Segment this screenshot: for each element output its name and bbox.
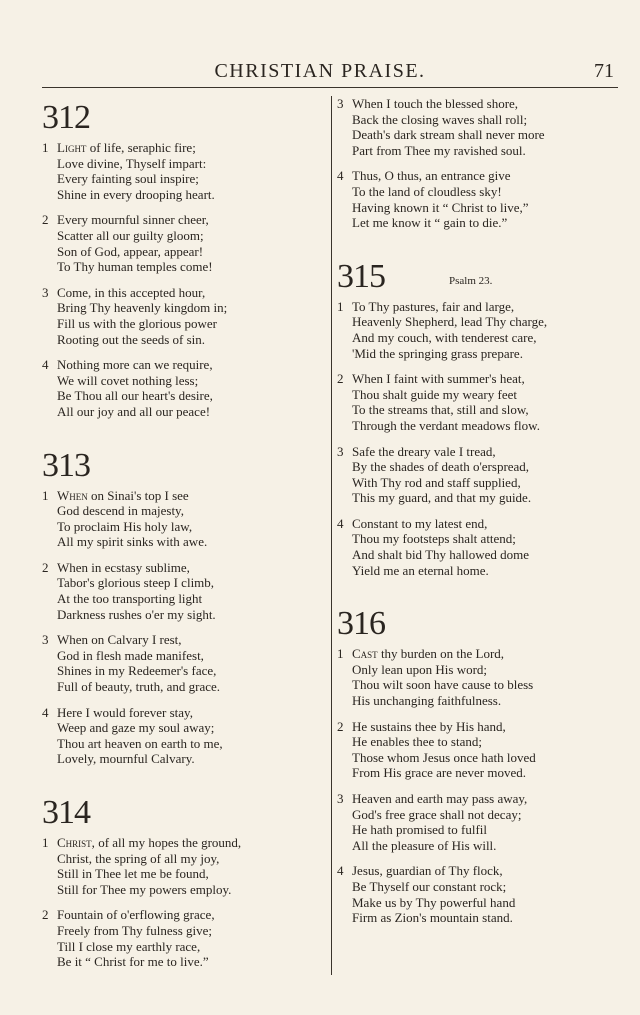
verse-line: And my couch, with tenderest care, xyxy=(352,329,537,345)
line-text: Thus, O thus, an entrance give xyxy=(352,168,511,184)
stanza xyxy=(42,140,322,202)
verse-line xyxy=(42,907,322,923)
verse-line: Every fainting soul inspire; xyxy=(57,171,199,187)
verse-line: Still in Thee let me be found, xyxy=(57,866,209,882)
stanza xyxy=(42,212,322,274)
line-text: of all my hopes the ground, xyxy=(98,835,242,850)
stanza xyxy=(337,96,622,158)
hymn-header xyxy=(42,444,322,488)
verse-line: All our joy and all our peace! xyxy=(57,403,211,419)
line-text: When I faint with summer's heat, xyxy=(352,371,525,387)
hymn-number: 316 xyxy=(337,605,385,643)
verse-line: All my spirit sinks with awe. xyxy=(57,534,208,550)
verse-line: Through the verdant meadows flow. xyxy=(352,417,540,433)
verse-line: God in flesh made manifest, xyxy=(57,647,204,663)
verse-line: Make us by Thy powerful hand xyxy=(352,894,516,910)
stanza-number: 4 xyxy=(42,357,49,373)
stanza-number: 1 xyxy=(42,140,49,155)
stanza-number: 2 xyxy=(337,371,344,387)
verse-line: Christ, the spring of all my joy, xyxy=(57,850,220,866)
verse-line xyxy=(337,719,622,735)
stanza xyxy=(42,835,322,897)
stanza-number: 2 xyxy=(337,718,344,734)
line-text: When on Calvary I rest, xyxy=(57,632,182,648)
hymn-number: 312 xyxy=(42,99,90,136)
verse-line xyxy=(337,168,622,184)
line-text: of life, seraphic fire; xyxy=(89,140,196,155)
line-text: Come, in this accepted hour, xyxy=(57,284,206,300)
verse-line: His unchanging faithfulness. xyxy=(352,693,502,709)
stanza xyxy=(337,444,622,506)
line-text: Heaven and earth may pass away, xyxy=(352,791,528,806)
verse-line xyxy=(42,835,322,851)
hymn-number: 313 xyxy=(42,446,90,484)
stanza-number: 2 xyxy=(42,212,49,228)
verse-line: Part from Thee my ravished soul. xyxy=(352,142,526,158)
verse-line: Till I close my earthly race, xyxy=(57,938,201,954)
verse-line: To Thy human temples come! xyxy=(57,259,213,275)
verse-line: Tabor's glorious steep I climb, xyxy=(57,575,215,591)
stanza xyxy=(337,863,622,925)
verse-line xyxy=(337,299,622,315)
line-text: When in ecstasy sublime, xyxy=(57,559,190,575)
verse-line xyxy=(42,632,322,648)
stanza xyxy=(42,907,322,969)
verse-line: God descend in majesty, xyxy=(57,503,184,519)
page-number: 71 xyxy=(594,60,614,82)
hymn-subtitle: Psalm 23. xyxy=(449,274,493,287)
hymn-header xyxy=(42,791,322,835)
verse-line: Back the closing waves shall roll; xyxy=(352,111,528,127)
verse-line xyxy=(42,140,322,156)
verse-line xyxy=(42,285,322,301)
hymn-number: 314 xyxy=(42,794,90,831)
verse-line: Shines in my Redeemer's face, xyxy=(57,663,217,679)
first-word: Light xyxy=(57,140,87,155)
right-column xyxy=(337,96,622,936)
line-text: Constant to my latest end, xyxy=(352,515,488,531)
verse-line: Only lean upon His word; xyxy=(352,661,488,677)
verse-line: God's free grace shall not decay; xyxy=(352,806,522,822)
stanza-number: 4 xyxy=(337,168,344,184)
stanza xyxy=(337,299,622,361)
line-text: Here I would forever stay, xyxy=(57,704,193,720)
verse-line: From His grace are never moved. xyxy=(352,765,526,781)
verse-line: Be Thyself our constant rock; xyxy=(352,878,507,894)
verse-line: Love divine, Thyself impart: xyxy=(57,155,207,171)
stanza-number: 3 xyxy=(337,791,344,806)
page-header xyxy=(0,58,640,88)
verse-line: Still for Thee my powers employ. xyxy=(57,881,232,897)
hymn-gap xyxy=(337,588,622,602)
stanza xyxy=(337,791,622,853)
stanza-number: 1 xyxy=(337,298,344,314)
hymn-gap xyxy=(42,777,322,791)
stanza xyxy=(337,516,622,578)
verse-line: Full of beauty, truth, and grace. xyxy=(57,679,221,695)
line-text: When I touch the blessed shore, xyxy=(352,96,519,111)
stanza-number: 1 xyxy=(337,646,344,662)
line-text: Safe the dreary vale I tread, xyxy=(352,443,496,459)
verse-line: Be it “ Christ for me to live.” xyxy=(57,954,209,970)
verse-line: By the shades of death o'erspread, xyxy=(352,459,530,475)
hymn-header xyxy=(337,602,622,646)
verse-line xyxy=(337,863,622,879)
hymn-number: 315 xyxy=(337,257,385,295)
stanza xyxy=(337,371,622,433)
verse-line xyxy=(337,516,622,532)
stanza xyxy=(42,560,322,622)
verse-line xyxy=(42,212,322,228)
line-text: Fountain of o'erflowing grace, xyxy=(57,907,215,923)
verse-line: Thou art heaven on earth to me, xyxy=(57,735,223,751)
verse-line xyxy=(337,791,622,807)
verse-line: Bring Thy heavenly kingdom in; xyxy=(57,300,228,316)
verse-line: Firm as Zion's mountain stand. xyxy=(352,910,513,926)
verse-line: Rooting out the seeds of sin. xyxy=(57,331,206,347)
header-rule xyxy=(42,87,618,88)
line-text: on Sinai's top I see xyxy=(91,487,189,503)
verse-line xyxy=(337,96,622,112)
stanza xyxy=(42,357,322,419)
verse-line: Thou shalt guide my weary feet xyxy=(352,386,517,402)
stanza-number: 3 xyxy=(337,96,344,111)
line-text: Jesus, guardian of Thy flock, xyxy=(352,863,503,879)
stanza-number: 4 xyxy=(337,515,344,531)
verse-line: With Thy rod and staff supplied, xyxy=(352,474,521,490)
verse-line xyxy=(42,705,322,721)
stanza-number: 1 xyxy=(42,835,49,850)
verse-line: He hath promised to fulfil xyxy=(352,822,488,838)
line-text: Nothing more can we require, xyxy=(57,357,213,373)
verse-line: To proclaim His holy law, xyxy=(57,518,193,534)
verse-line xyxy=(42,488,322,504)
stanza xyxy=(337,168,622,230)
verse-line xyxy=(42,560,322,576)
verse-line: To the land of cloudless sky! xyxy=(352,183,502,199)
running-title: CHRISTIAN PRAISE. xyxy=(214,60,426,82)
hymn-gap xyxy=(42,430,322,444)
verse-line xyxy=(42,357,322,373)
verse-line: Shine in every drooping heart. xyxy=(57,186,215,202)
verse-line: Having known it “ Christ to live,” xyxy=(352,199,529,215)
stanza xyxy=(337,646,622,708)
first-word: Christ, xyxy=(57,835,95,850)
verse-line: Be Thou all our heart's desire, xyxy=(57,388,213,404)
verse-line xyxy=(337,371,622,387)
verse-line xyxy=(337,444,622,460)
verse-line: And shalt bid Thy hallowed dome xyxy=(352,547,530,563)
stanza xyxy=(42,632,322,694)
verse-line: Weep and gaze my soul away; xyxy=(57,720,215,736)
column-divider xyxy=(331,96,332,975)
verse-line: All the pleasure of His will. xyxy=(352,837,497,853)
stanza xyxy=(337,719,622,781)
stanza-number: 4 xyxy=(42,704,49,720)
verse-line: Freely from Thy fulness give; xyxy=(57,922,213,938)
verse-line: Thou my footsteps shalt attend; xyxy=(352,531,516,547)
hymn-header xyxy=(337,255,622,299)
stanza xyxy=(42,285,322,347)
stanza-number: 3 xyxy=(42,284,49,300)
line-text: He sustains thee by His hand, xyxy=(352,718,506,734)
stanza-number: 2 xyxy=(42,907,49,923)
hymn-header xyxy=(42,96,322,140)
stanza-number: 3 xyxy=(337,443,344,459)
stanza xyxy=(42,488,322,550)
stanza-number: 1 xyxy=(42,487,49,503)
line-text: thy burden on the Lord, xyxy=(380,646,505,662)
line-text: To Thy pastures, fair and large, xyxy=(352,298,515,314)
verse-line: Fill us with the glorious power xyxy=(57,315,217,331)
verse-line: Heavenly Shepherd, lead Thy charge, xyxy=(352,314,548,330)
stanza-number: 3 xyxy=(42,632,49,648)
verse-line: This my guard, and that my guide. xyxy=(352,490,532,506)
verse-line xyxy=(337,646,622,662)
first-word: Cast xyxy=(352,646,378,662)
line-text: Every mournful sinner cheer, xyxy=(57,212,209,228)
verse-line: Death's dark stream shall never more xyxy=(352,127,545,143)
left-column xyxy=(42,96,322,980)
verse-line: Let me know it “ gain to die.” xyxy=(352,215,508,231)
verse-line: Son of God, appear, appear! xyxy=(57,243,204,259)
verse-line: Scatter all our guilty gloom; xyxy=(57,227,204,243)
first-word: When xyxy=(57,487,88,503)
verse-line: He enables thee to stand; xyxy=(352,734,482,750)
stanza xyxy=(42,705,322,767)
verse-line: To the streams that, still and slow, xyxy=(352,402,529,418)
hymn-gap xyxy=(337,241,622,255)
verse-line: Yield me an eternal home. xyxy=(352,562,489,578)
verse-line: Darkness rushes o'er my sight. xyxy=(57,606,216,622)
stanza-number: 4 xyxy=(337,863,344,879)
verse-line: 'Mid the springing grass prepare. xyxy=(352,345,523,361)
verse-line: Those whom Jesus once hath loved xyxy=(352,749,536,765)
verse-line: Thou wilt soon have cause to bless xyxy=(352,677,534,693)
verse-line: At the too transporting light xyxy=(57,591,203,607)
verse-line: Lovely, mournful Calvary. xyxy=(57,751,195,767)
verse-line: We will covet nothing less; xyxy=(57,372,199,388)
stanza-number: 2 xyxy=(42,559,49,575)
